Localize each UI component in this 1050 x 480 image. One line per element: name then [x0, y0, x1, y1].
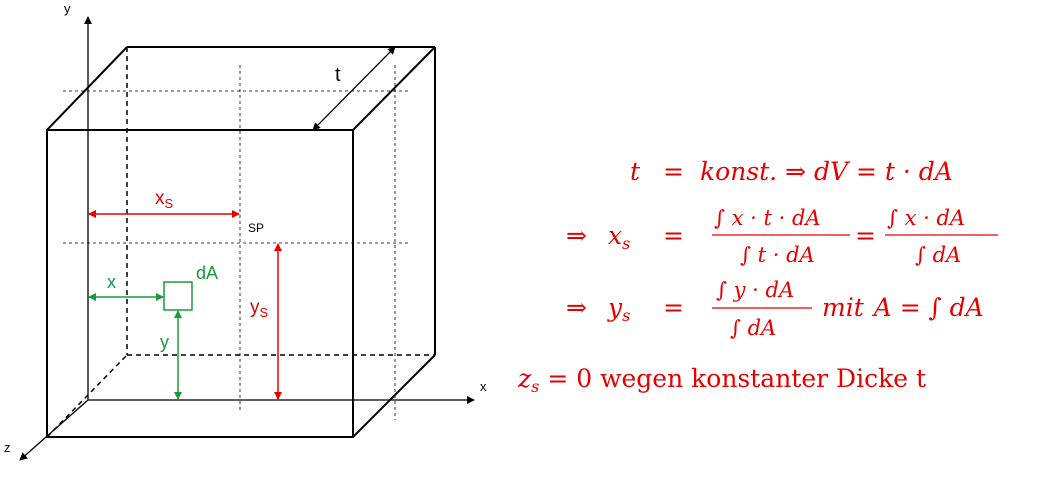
eq4-lhs-subscript: s [531, 377, 540, 396]
ys-label: $y_S$ [250, 297, 269, 320]
eq3-equals: = [663, 293, 684, 322]
equations [517, 157, 998, 396]
eq2-lhs-subscript: s [622, 234, 631, 253]
cuboid [47, 47, 435, 437]
x-axis-label: x [480, 379, 487, 394]
depth-edge-top-right [353, 47, 435, 130]
thickness-arrow [313, 47, 395, 130]
z-axis-label: z [4, 440, 11, 455]
eq1-equals: = [663, 157, 684, 186]
xs-label: $x_S$ [155, 188, 174, 211]
eq3-lhs: $y_s$ [608, 293, 631, 325]
eq3-numerator: ∫ y · dA [716, 278, 795, 302]
y-label: y [160, 332, 169, 352]
ys-subscript: S [259, 305, 269, 320]
equation-2 [566, 206, 998, 267]
xs-subscript: S [164, 196, 174, 211]
eq2-numerator-1: ∫ x · t · dA [714, 206, 821, 230]
eq2-denominator-2: ∫ dA [915, 243, 962, 267]
dA-label: dA [196, 263, 219, 283]
eq2-equals: = [663, 221, 684, 250]
eq2-denominator-1: ∫ t · dA [740, 243, 815, 267]
dA-element [164, 282, 192, 310]
centroid-label: SP [248, 221, 265, 235]
eq4-text: $z_s = 0$ wegen konstanter Dicke t [518, 364, 927, 396]
eq3-lhs-subscript: s [622, 306, 631, 325]
eq2-numerator-2: ∫ x · dA [887, 206, 966, 230]
eq2-implies: ⇒ [566, 221, 587, 250]
y-axis-label: y [64, 1, 71, 16]
thickness-label: t [335, 64, 341, 86]
eq2-equals-mid: = [855, 221, 876, 250]
eq1-lhs: t [630, 157, 641, 186]
equation-3 [566, 278, 984, 340]
eq3-tail: mit A = ∫ dA [822, 293, 984, 322]
z-axis [20, 400, 88, 460]
axes [20, 17, 474, 460]
depth-edge-bottom-right [353, 355, 435, 437]
guide-lines [63, 65, 410, 420]
eq2-lhs: $x_s$ [608, 221, 631, 253]
equation-4 [517, 364, 926, 396]
equation-1 [630, 157, 953, 186]
eq1-rhs: konst. ⇒ dV = t · dA [700, 157, 953, 186]
eq3-implies: ⇒ [566, 293, 587, 322]
x-label: x [107, 272, 116, 292]
hidden-depth-edge [47, 355, 127, 437]
eq3-denominator: ∫ dA [730, 316, 777, 340]
depth-edge-top-left [47, 47, 127, 130]
